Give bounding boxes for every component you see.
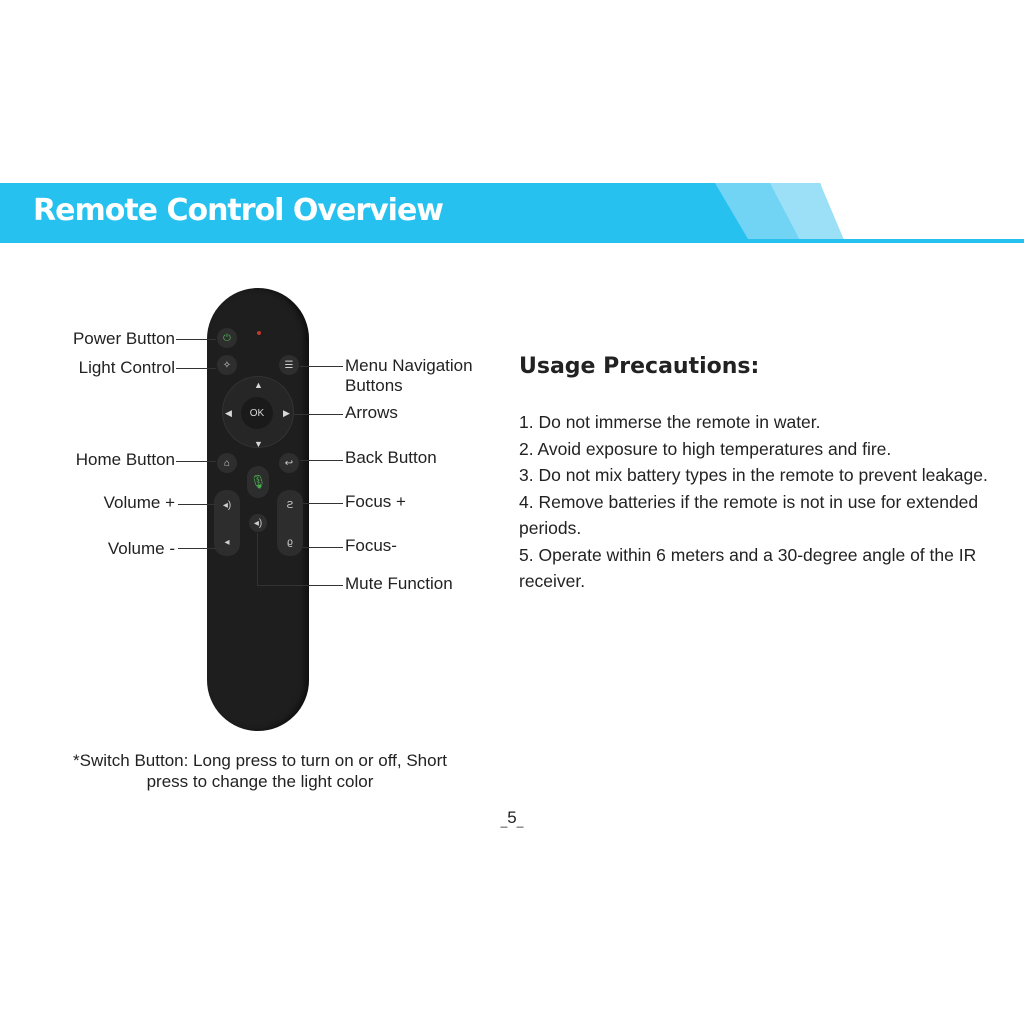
label-light-control: Light Control (78, 358, 175, 377)
precautions-list (519, 409, 989, 595)
leader-line (300, 366, 343, 367)
page-number (490, 808, 534, 828)
focus-plus-icon: ϩ (286, 499, 294, 511)
leader-line (176, 339, 216, 340)
leader-line (178, 548, 216, 549)
label-focus-plus: Focus + (345, 492, 406, 511)
switch-button-note (40, 750, 480, 792)
page-number-dash: _ (516, 814, 524, 828)
leader-line (257, 585, 343, 586)
power-icon: ⏻ (217, 328, 237, 348)
leader-line (303, 503, 343, 504)
page-title: Remote Control Overview (33, 193, 444, 228)
status-led (257, 331, 261, 335)
leader-line (178, 504, 216, 505)
leader-line (300, 460, 343, 461)
label-focus-minus: Focus- (345, 536, 397, 555)
list-item: 5. Operate within 6 meters and a 30-degree angle of the IR receiver. (519, 544, 977, 591)
microphone-icon: 🎙 (247, 466, 269, 498)
back-icon: ↩ (279, 453, 299, 473)
label-menu-navigation-line2: Buttons (345, 376, 403, 395)
precautions-heading: Usage Precautions: (519, 354, 760, 379)
home-icon: ⌂ (217, 453, 237, 473)
arrow-left-icon: ◀ (225, 408, 232, 418)
label-volume-minus: Volume - (107, 539, 175, 558)
label-home-button: Home Button (75, 450, 175, 469)
volume-down-icon: ◂ (224, 536, 230, 548)
list-item: 1. Do not immerse the remote in water. (519, 412, 821, 432)
arrow-down-icon: ▼ (254, 439, 263, 449)
leader-line (176, 461, 216, 462)
page-number-value: 5 (507, 808, 517, 827)
volume-up-icon: ◂) (222, 499, 232, 511)
label-arrows: Arrows (345, 403, 398, 422)
note-line: *Switch Button: Long press to turn on or off, Short (73, 751, 447, 770)
leader-line (294, 414, 343, 415)
leader-line (303, 547, 343, 548)
label-volume-plus: Volume + (103, 493, 175, 512)
label-mute-function: Mute Function (345, 574, 453, 593)
label-menu-navigation: Menu Navigation (345, 356, 473, 375)
menu-icon: ☰ (279, 355, 299, 375)
note-line: press to change the light color (146, 772, 374, 791)
arrow-up-icon: ▲ (254, 380, 263, 390)
label-back-button: Back Button (345, 448, 437, 467)
list-item: 3. Do not mix battery types in the remote to prevent leakage. (519, 465, 988, 485)
ok-button: OK (241, 397, 273, 429)
list-item: 2. Avoid exposure to high temperatures and fire. (519, 438, 892, 459)
page-number-dash: _ (500, 814, 508, 828)
focus-minus-icon: ϱ (287, 536, 293, 548)
banner-underline (0, 239, 1024, 243)
label-power-button: Power Button (72, 329, 175, 348)
leader-line (176, 368, 216, 369)
leader-line (257, 533, 258, 585)
arrow-right-icon: ▶ (283, 408, 290, 418)
banner-cutout (820, 183, 1024, 241)
light-bulb-icon: ✧ (217, 355, 237, 375)
list-item: 4. Remove batteries if the remote is not in use for extended periods. (519, 491, 979, 538)
mute-icon: ◂) (249, 514, 267, 532)
